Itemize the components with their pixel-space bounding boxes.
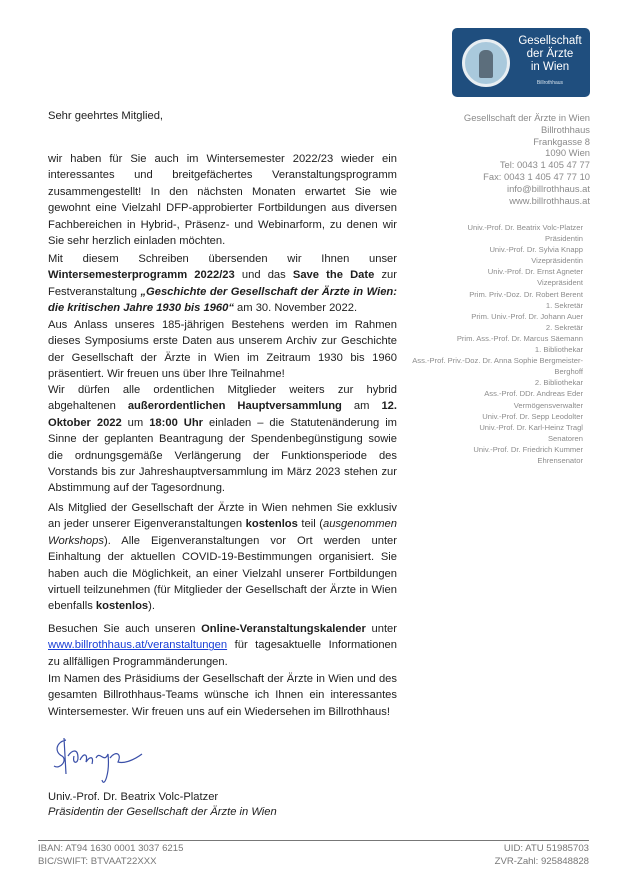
text-bold: kostenlos — [245, 518, 298, 531]
text: teil ( — [297, 518, 323, 531]
text-bold: 12. Oktober 2022 — [48, 400, 397, 429]
website-link[interactable]: www.billrothhaus.at — [509, 194, 590, 206]
text: am 30. November 2022. — [233, 302, 358, 315]
board-entry: Prim. Ass.-Prof. Dr. Marcus Säemann — [456, 333, 583, 343]
text: unter — [365, 623, 397, 635]
text: Als Mitglied der Gesellschaft der Ärzte in Wien nehmen Sie exklusiv an jeder unserer Eigenveranstaltungen — [48, 502, 397, 531]
board-entry: Prim. Univ.-Prof. Dr. Johann Auer — [471, 311, 583, 321]
text: ). — [148, 600, 155, 613]
board-entry: Prim. Priv.-Doz. Dr. Robert Berent — [469, 289, 583, 299]
board-entry: Vizepräsidentin — [531, 256, 583, 266]
text: und das — [234, 269, 293, 282]
signer-name: Univ.-Prof. Dr. Beatrix Volc-Platzer — [48, 791, 219, 803]
board-entry: Univ.-Prof. Dr. Sepp Leodolter — [482, 411, 583, 421]
text-bold: Wintersemesterprogramm 2022/23 — [48, 269, 235, 282]
text-bold: außerordentlichen Hauptversammlung — [127, 400, 342, 413]
address-line: 1090 Wien — [545, 147, 590, 159]
board-entry: Vermögensverwalter — [513, 400, 583, 410]
board-entry: Univ.-Prof. Dr. Sylvia Knapp — [489, 245, 583, 255]
address-line: Billrothhaus — [541, 123, 590, 135]
text: am — [341, 400, 382, 413]
text-bold: 18:00 Uhr — [149, 416, 204, 429]
footer-divider — [38, 840, 589, 841]
board-entry: Univ.-Prof. Dr. Karl-Heinz Tragl — [479, 422, 583, 432]
text-bold: kostenlos — [95, 600, 149, 613]
board-entry: Ehrensenator — [537, 455, 583, 465]
signature-block — [48, 790, 277, 819]
board-entry: 1. Sekretär — [545, 300, 583, 310]
signer-title: Präsidentin der Gesellschaft der Ärzte in Wien — [48, 805, 277, 818]
board-entry: Univ.-Prof. Dr. Beatrix Volc-Platzer — [467, 223, 583, 232]
paragraph-intro: wir haben für Sie auch im Wintersemester 2022/23 wieder ein interessantes und breitgefächertes Veranstaltungsprogramm zusammengestellt! In den nächsten Monaten erwartet Sie wie gewohnt eine Vielzahl DFP-approbierter Fortbildungen aus diversen Fachbereichen in Hybrid-, Präsenz- und Webinarform, zu denen wir Sie sehr herzlich einladen möchten. — [48, 153, 397, 248]
logo-line: Gesellschaft — [518, 35, 582, 47]
text: Mit diesem Schreiben übersenden wir Ihnen unser — [48, 253, 397, 265]
phone: Tel: 0043 1 405 47 77 — [499, 159, 590, 171]
board-list — [412, 222, 583, 466]
board-entry: Ass.-Prof. DDr. Andreas Eder — [484, 389, 583, 399]
board-entry: 2. Bibliothekar — [534, 378, 583, 388]
board-entry: Vizepräsident — [537, 278, 583, 288]
logo-line: der Ärzte — [526, 48, 574, 60]
footer-bank — [38, 842, 183, 868]
logo-line: in Wien — [530, 61, 570, 73]
paragraph-calendar — [48, 621, 397, 670]
society-logo — [452, 28, 590, 97]
text: zur Festveranstaltung — [48, 269, 397, 298]
events-calendar-link[interactable]: www.billrothhaus.at/veranstaltungen — [48, 639, 228, 652]
paragraph-closing: Im Namen des Präsidiums der Gesellschaft der Ärzte in Wien und des gesamten Billrothhaus-Teams wünsche ich Ihnen ein interessantes Wintersemester. Wir freuen uns auf ein Wiedersehen im Billrothhaus! — [48, 673, 397, 718]
text: für tagesaktuelle Informationen zu allfälligen Programmänderungen. — [48, 639, 397, 668]
text: Besuchen Sie auch unseren — [48, 623, 202, 635]
address-line: Gesellschaft der Ärzte in Wien — [463, 112, 590, 123]
footer-registration — [495, 842, 589, 868]
text: ). Alle Eigenveranstaltungen vor Ort werden unter Einhaltung der aktuellen COVID-19-Bestimmungen organisiert. Sie haben auch die Möglichkeit, an einer Vielzahl unserer Fortbildungen virtuell teilzunehmen (für Mitglieder der Gesellschaft der Ärzte in Wien ebenfalls — [48, 534, 397, 613]
board-entry: Ass.-Prof. Priv.-Doz. Dr. Anna Sophie Bergmeister- — [412, 356, 583, 366]
event-title: „Geschichte der Gesellschaft der Ärzte in Wien: die kritischen Jahre 1930 bis 1960“ — [48, 285, 397, 315]
text: Wir dürfen alle ordentlichen Mitglieder weiters zur hybrid abgehaltenen — [48, 384, 397, 413]
text-bold: Online-Veranstaltungskalender — [201, 623, 366, 635]
logo-text — [510, 35, 590, 90]
board-entry: Senatoren — [547, 433, 583, 443]
paragraph-program — [48, 251, 397, 317]
greeting: Sehr geehrtes Mitglied, — [48, 110, 164, 122]
seal-emblem-icon — [462, 39, 510, 87]
zvr: ZVR-Zahl: 925848828 — [494, 856, 589, 867]
fax: Fax: 0043 1 405 47 77 10 — [483, 170, 590, 182]
address-line: Frankgasse 8 — [533, 135, 590, 147]
logo-subtitle: Billrothhaus — [536, 80, 564, 86]
text: einladen – die Statutenänderung im Sinne der geplanten Beantragung der Spendenbegünstigung sowie die ordnungsgemäße Verlängerung der Funktionsperiode des Vorstands bis zur Jahreshauptversammlung im März 2023 stehen zur Abstimmung auf der Tagesordnung. — [48, 416, 397, 495]
text-bold: Save the Date — [292, 269, 375, 282]
handwritten-signature — [52, 734, 162, 789]
text: um — [121, 416, 150, 429]
paragraph-anniversary: Aus Anlass unseres 185-jährigen Bestehens werden im Rahmen dieses Symposiums erste Daten aus unserem Archiv zur Geschichte der Gesellschaft der Ärzte in Wien im Zeitraum 1930 bis 1960 präsentiert. Wir freuen uns über Ihre Teilnahme! — [48, 319, 397, 381]
paragraph-membership — [48, 500, 397, 615]
text-italic: ausgenommen Workshops — [48, 518, 397, 547]
board-entry: Univ.-Prof. Dr. Ernst Agneter — [487, 267, 583, 277]
board-entry: Univ.-Prof. Dr. Friedrich Kummer — [473, 444, 583, 454]
email-link[interactable]: info@billrothhaus.at — [506, 182, 590, 194]
uid: UID: ATU 51985703 — [503, 843, 589, 854]
board-entry: Berghoff — [554, 367, 583, 377]
paragraph-assembly — [48, 382, 397, 497]
iban: IBAN: AT94 1630 0001 3037 6215 — [38, 843, 184, 854]
board-entry: 2. Sekretär — [545, 322, 583, 332]
sender-address — [464, 112, 590, 206]
bic: BIC/SWIFT: BTVAAT22XXX — [38, 856, 157, 867]
board-entry: 1. Bibliothekar — [534, 345, 583, 355]
board-entry: Präsidentin — [545, 234, 583, 244]
